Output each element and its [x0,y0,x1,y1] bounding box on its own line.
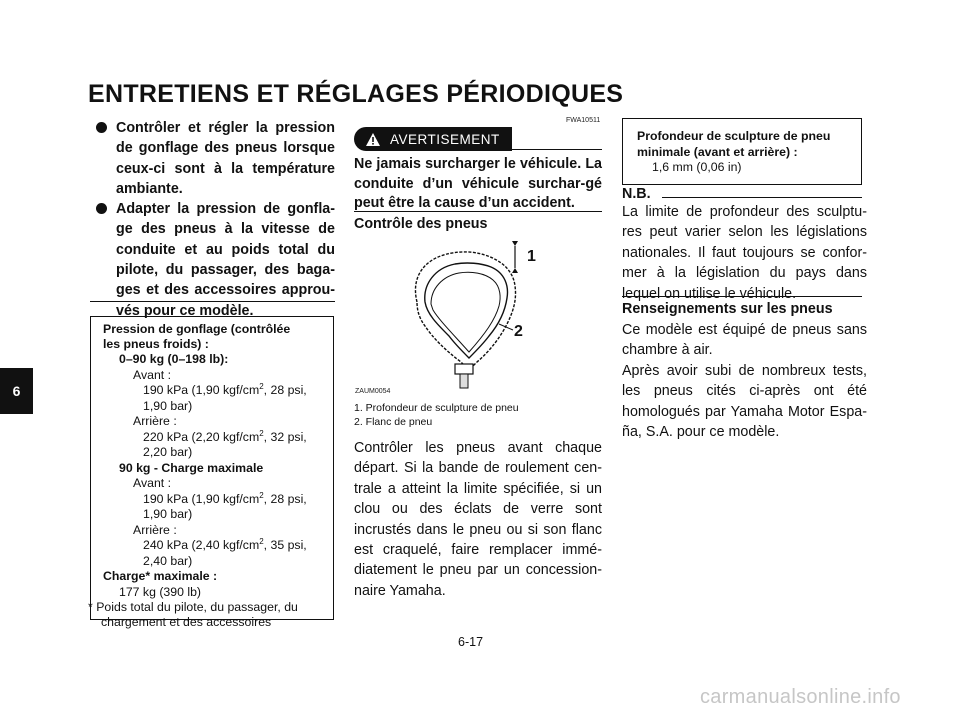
warning-text: Ne jamais surcharger le véhicule. La conduite d’un véhicule surchar-gé peut être la cause d’un accident. [354,156,602,211]
pressure-value: 240 kPa (2,40 kgf/$cm^2$, 35 psi, [143,536,307,552]
chapter-tab: 6 [0,368,33,414]
rear-label: Arrière : [133,523,177,537]
info-paragraph [622,320,867,442]
bullet-text: Adapter la pression de gonfla-ge des pneus à la vitesse de conduite et au poids total du pilote, du passager, des baga-ges et des accessoires approu-vés pour ce modèle. [116,201,335,319]
pressure-value: 1,90 bar) [143,399,193,413]
warning-label: AVERTISEMENT [390,131,500,147]
page-title: ENTRETIENS ET RÉGLAGES PÉRIODIQUES [88,80,624,108]
spec-title: Profondeur de sculpture de pneu [637,129,831,143]
footnote: * Poids total du pilote, du passager, du [88,600,298,614]
watermark: carmanualsonline.info [700,686,901,708]
load-range-label: 90 kg - Charge maximale [119,461,264,475]
warning-badge [354,127,512,151]
pressure-value: 2,40 bar) [143,554,193,568]
tire-cross-section-figure [395,240,545,400]
body-paragraph [354,438,602,601]
page-number: 6-17 [458,635,484,649]
figure-caption: 1. Profondeur de sculpture de pneu [354,402,519,414]
tread-depth-spec-box [622,118,862,185]
bullet-dot-icon [96,203,107,214]
section-heading: Renseignements sur les pneus [622,301,833,317]
warning-triangle-icon [366,133,380,146]
pressure-value: 2,20 bar) [143,445,193,459]
figure-code: ZAUM0054 [355,388,391,395]
info-text: Ce modèle est équipé de pneus sans chambre à air. [622,322,867,359]
load-range-label: 0–90 kg (0–198 lb): [119,352,229,366]
pressure-value: 220 kPa (2,20 kgf/$cm^2$, 32 psi, [143,428,307,444]
note-label: N.B. [622,186,651,202]
bullet-dot-icon [96,122,107,133]
max-load-value: 177 kg (390 lb) [119,585,202,599]
pressure-value: 190 kPa (1,90 kgf/$cm^2$, 28 psi, [143,490,307,506]
front-label: Avant : [133,476,172,490]
spec-title: Pression de gonflage (contrôlée [103,322,291,336]
body-text: Contrôler les pneus avant chaque départ. Si la bande de roulement cen-trale a atteint la limite spécifiée, si un clou ou des éclats de verre sont incrustés dans le pneu ou si son flanc est craquelé, faire remplacer immé-diatement le pneu par un concession-naire Yamaha. [354,440,602,599]
info-text: Après avoir subi de nombreux tests, les pneus cités ci-après ont été homologués par Yamaha Motor Espa-ña, S.A. pour ce modèle. [622,362,867,441]
divider [354,211,602,212]
divider [90,301,335,302]
spec-title: les pneus froids) : [103,337,209,351]
note-text: La limite de profondeur des sculptu-res peut varier selon les législations nationales. Il faut toujours se confor-mer à la législation du pays dans lequel on utilise le véhicule. [622,204,867,302]
divider [662,197,862,198]
bullet-text: Contrôler et régler la pression de gonflage des pneus lorsque ceux-ci sont à la température ambiante. [116,120,335,197]
divider [512,149,602,150]
figure-caption: 2. Flanc de pneu [354,416,433,428]
bullet-list [90,118,335,321]
section-heading: Contrôle des pneus [354,216,488,232]
max-load-label: Charge* maximale : [103,569,218,583]
note-paragraph [622,202,867,304]
tread-depth-value: 1,6 mm (0,06 in) [652,160,742,174]
rear-label: Arrière : [133,414,177,428]
pressure-value: 1,90 bar) [143,507,193,521]
footnote: chargement et des accessoires [101,615,272,629]
warning-code: FWA10511 [566,117,601,124]
bullet-item [90,118,335,199]
tire-pressure-spec-box [88,316,334,629]
divider [622,296,862,297]
callout-2: 2 [514,323,523,340]
front-label: Avant : [133,368,172,382]
spec-title: minimale (avant et arrière) : [637,145,798,159]
callout-1: 1 [527,248,536,265]
pressure-value: 190 kPa (1,90 kgf/$cm^2$, 28 psi, [143,381,307,397]
bullet-item [90,199,335,321]
